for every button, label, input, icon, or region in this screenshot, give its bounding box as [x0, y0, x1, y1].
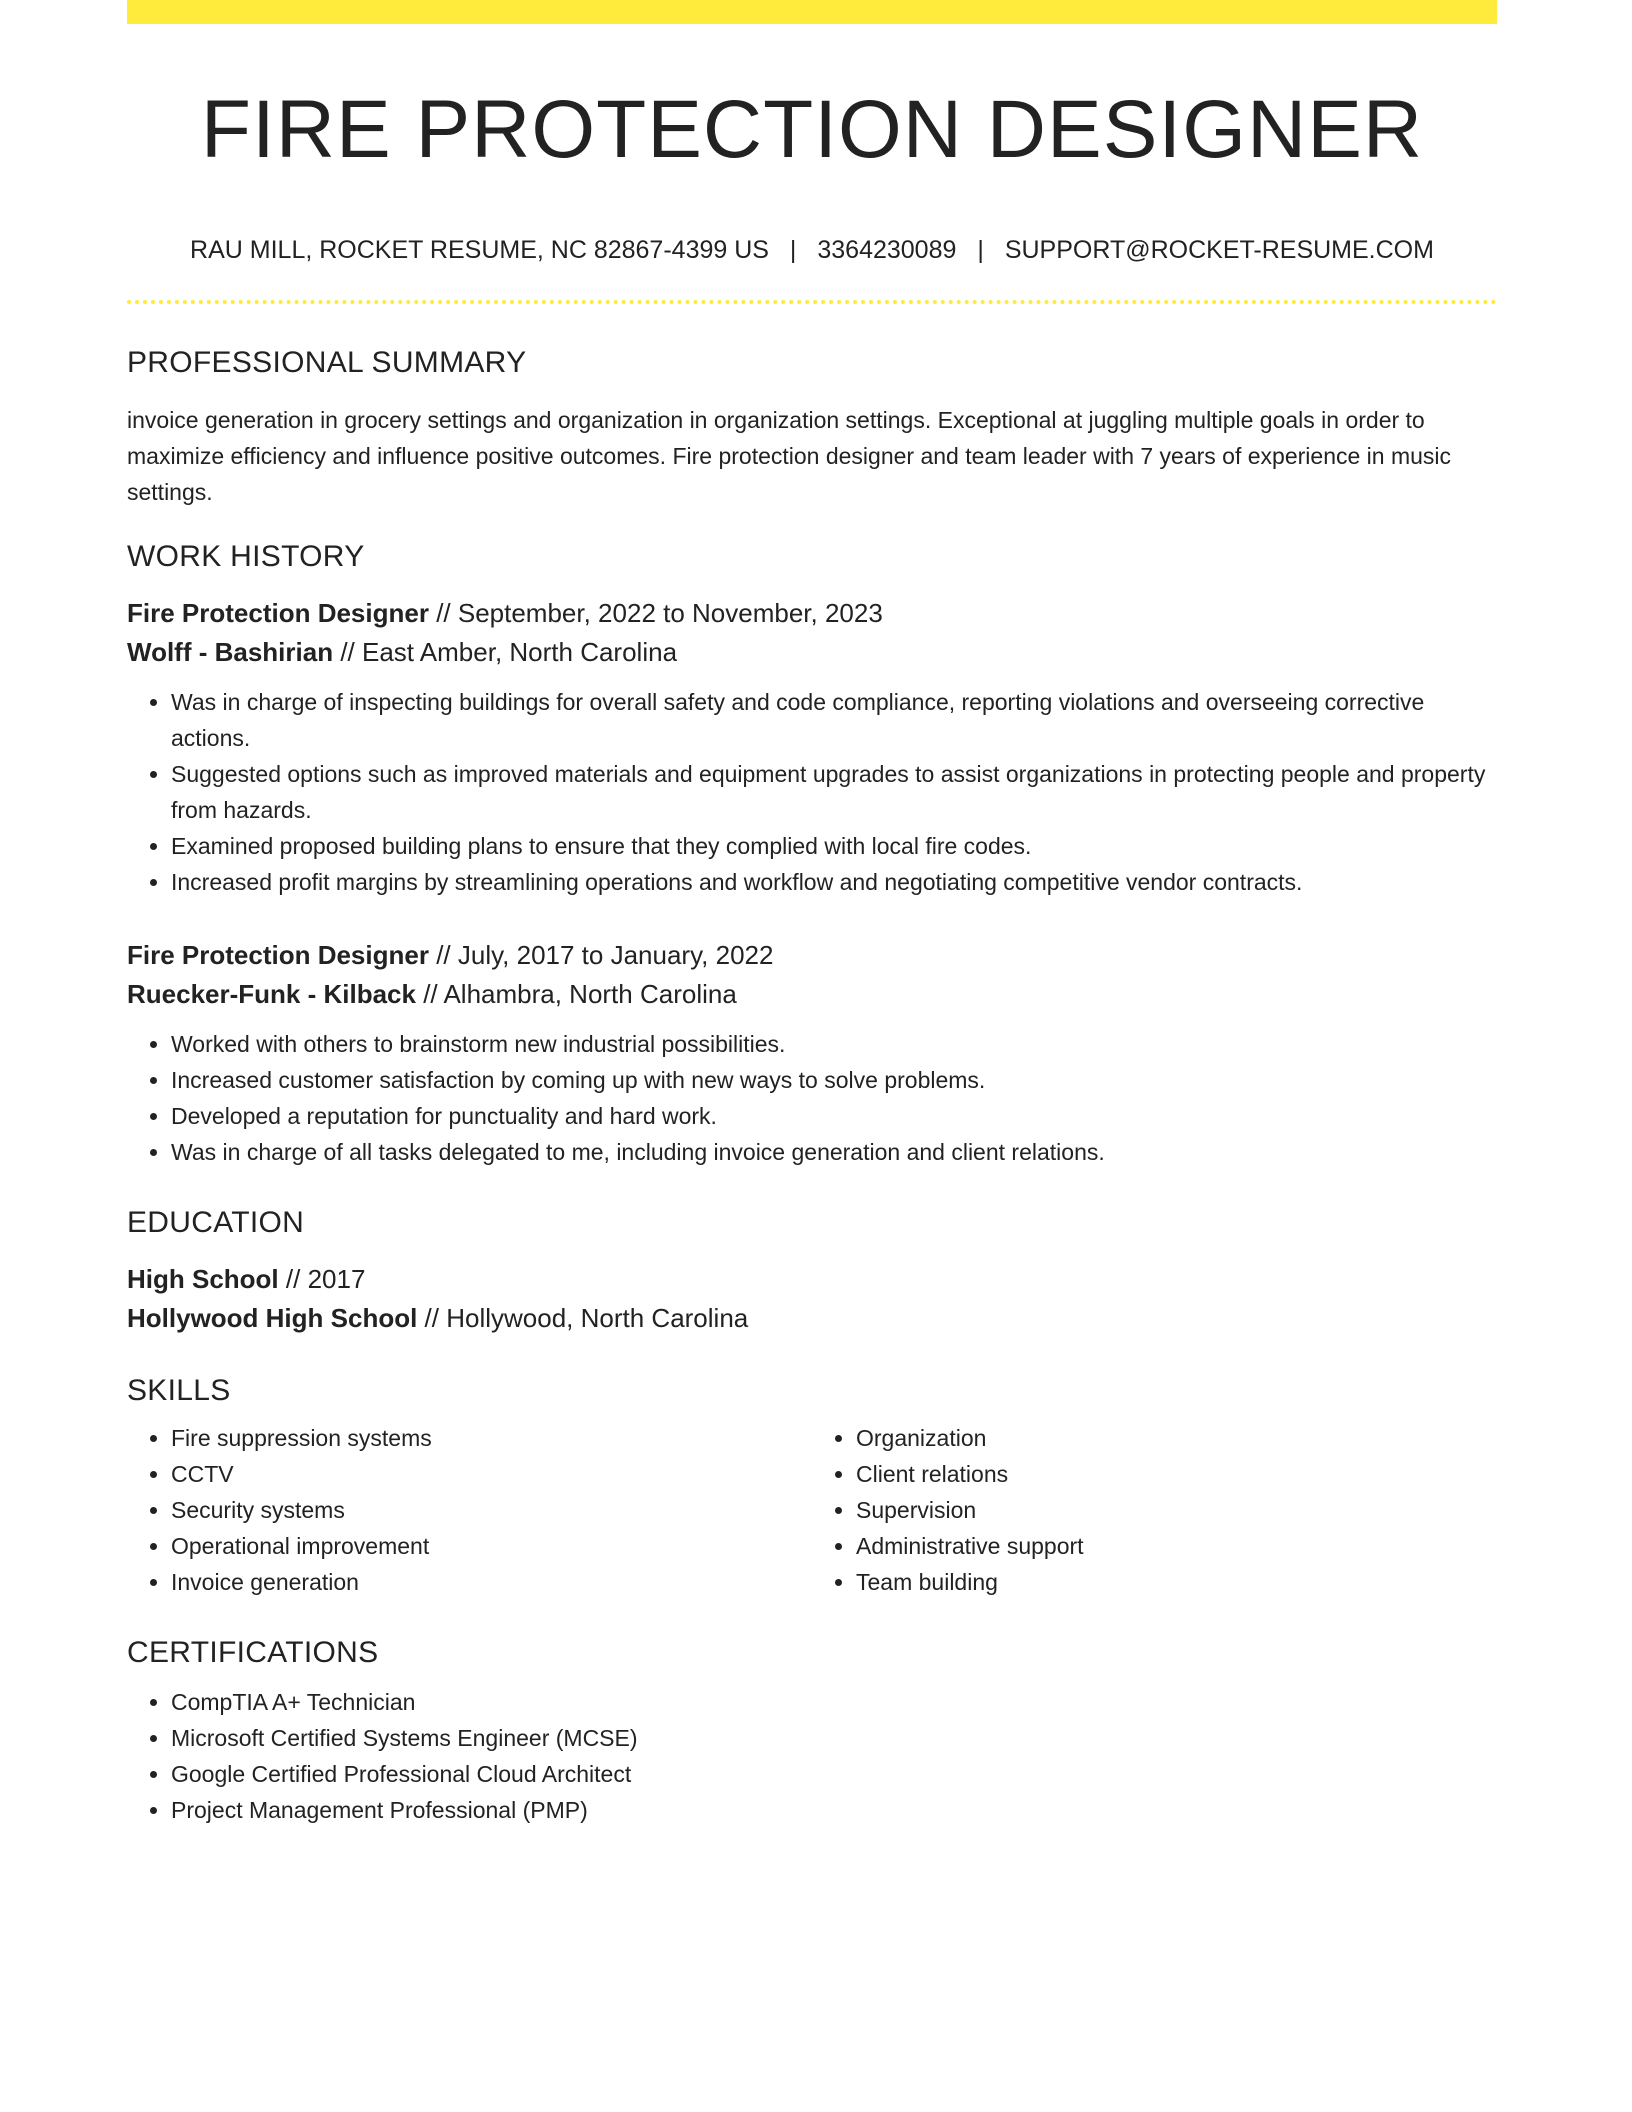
- education-degree-line: [127, 1260, 1497, 1299]
- list-item: • Microsoft Certified Systems Engineer (MCSE): [171, 1720, 1497, 1756]
- summary-heading: PROFESSIONAL SUMMARY: [127, 346, 527, 379]
- list-item: • CompTIA A+ Technician: [171, 1684, 1497, 1720]
- education-school-line: [127, 1299, 1497, 1338]
- job-dates: // July, 2017 to January, 2022: [428, 940, 774, 970]
- resume-title: FIRE PROTECTION DESIGNER: [200, 84, 1424, 175]
- job-entry: [127, 594, 1497, 900]
- job-title-line: [127, 936, 1497, 975]
- education-location: // Hollywood, North Carolina: [417, 1303, 749, 1333]
- list-item: • Was in charge of all tasks delegated to me, including invoice generation and client relations.: [171, 1134, 1497, 1170]
- list-item: • Team building: [856, 1564, 1497, 1600]
- skills-list-right: [812, 1420, 1497, 1600]
- list-item: • Project Management Professional (PMP): [171, 1792, 1497, 1828]
- contact-address: RAU MILL, ROCKET RESUME, NC 82867-4399 US: [190, 236, 769, 264]
- job-location: // East Amber, North Carolina: [333, 637, 678, 667]
- list-item: • Administrative support: [856, 1528, 1497, 1564]
- list-item: • CCTV: [171, 1456, 812, 1492]
- list-item: • Increased customer satisfaction by coming up with new ways to solve problems.: [171, 1062, 1497, 1098]
- list-item: • Google Certified Professional Cloud Architect: [171, 1756, 1497, 1792]
- list-item: • Client relations: [856, 1456, 1497, 1492]
- list-item: • Fire suppression systems: [171, 1420, 812, 1456]
- resume-content: [127, 0, 1497, 1828]
- contact-separator: |: [977, 236, 984, 264]
- education-school: Hollywood High School: [127, 1303, 418, 1333]
- job-entry: [127, 936, 1497, 1170]
- list-item: • Developed a reputation for punctuality and hard work.: [171, 1098, 1497, 1134]
- job-company: Wolff - Bashirian: [127, 637, 334, 667]
- work-history-heading: WORK HISTORY: [127, 540, 365, 573]
- list-item: • Worked with others to brainstorm new industrial possibilities.: [171, 1026, 1497, 1062]
- job-company-line: [127, 975, 1497, 1014]
- list-item: • Security systems: [171, 1492, 812, 1528]
- list-item: • Supervision: [856, 1492, 1497, 1528]
- job-bullets: [127, 684, 1497, 900]
- header-divider: [127, 300, 1497, 304]
- list-item: • Invoice generation: [171, 1564, 812, 1600]
- education-degree: High School: [127, 1264, 279, 1294]
- job-company-line: [127, 633, 1497, 672]
- education-heading: EDUCATION: [127, 1206, 305, 1239]
- contact-email: SUPPORT@ROCKET-RESUME.COM: [1004, 236, 1434, 264]
- list-item: • Organization: [856, 1420, 1497, 1456]
- skills-grid: [127, 1420, 1497, 1600]
- skills-list-left: [127, 1420, 812, 1600]
- skills-heading: SKILLS: [127, 1374, 231, 1407]
- job-title-line: [127, 594, 1497, 633]
- list-item: • Was in charge of inspecting buildings for overall safety and code compliance, reporting violations and overseeing corrective actions.: [171, 684, 1497, 756]
- job-bullets: [127, 1026, 1497, 1170]
- list-item: • Operational improvement: [171, 1528, 812, 1564]
- job-title: Fire Protection Designer: [127, 940, 429, 970]
- job-company: Ruecker-Funk - Kilback: [127, 979, 416, 1009]
- list-item: • Examined proposed building plans to ensure that they complied with local fire codes.: [171, 828, 1497, 864]
- job-location: // Alhambra, North Carolina: [415, 979, 737, 1009]
- contact-separator: |: [789, 236, 797, 264]
- education-entry: [127, 1260, 1497, 1338]
- contact-line: [127, 234, 1497, 266]
- job-title: Fire Protection Designer: [127, 598, 429, 628]
- job-dates: // September, 2022 to November, 2023: [428, 598, 883, 628]
- list-item: • Suggested options such as improved materials and equipment upgrades to assist organizations in protecting people and property from hazards.: [171, 756, 1497, 828]
- contact-phone: 3364230089: [817, 236, 957, 264]
- summary-text: invoice generation in grocery settings and organization in organization settings. Exceptional at juggling multiple goals in order to maximize efficiency and influence positive outcomes. Fire protection designer and team leader with 7 years of experience in music settings.: [127, 407, 1452, 505]
- list-item: • Increased profit margins by streamlining operations and workflow and negotiating competitive vendor contracts.: [171, 864, 1497, 900]
- education-year: // 2017: [278, 1264, 366, 1294]
- certifications-heading: CERTIFICATIONS: [127, 1636, 379, 1669]
- certifications-list: [127, 1684, 1497, 1828]
